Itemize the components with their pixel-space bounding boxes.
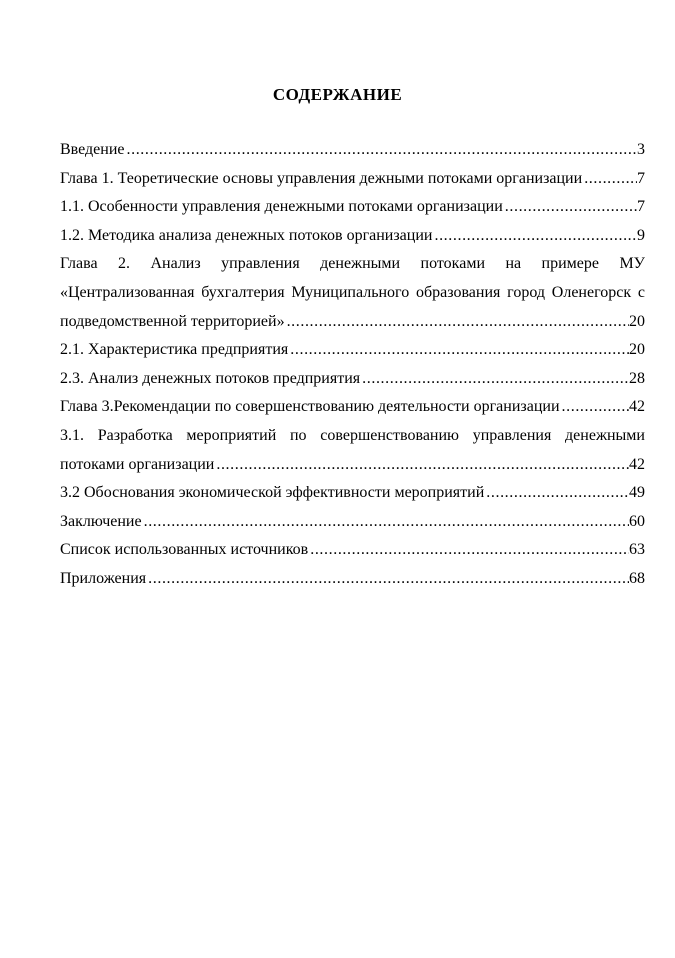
- dot-leader: [285, 308, 629, 337]
- dot-leader: [360, 365, 629, 394]
- toc-entry-text: Заключение: [60, 512, 142, 530]
- toc-entry-text: Глава 2. Анализ управления денежными потоками на примере МУ: [60, 255, 645, 273]
- dot-leader: [432, 222, 637, 251]
- toc-entry[interactable]: [60, 222, 645, 251]
- dot-leader: [214, 451, 629, 480]
- toc-entry[interactable]: [60, 136, 645, 165]
- toc-entry-text: подведомственной территорией»: [60, 312, 285, 330]
- toc-page-number: 7: [637, 169, 645, 187]
- toc-entry-text: «Централизованная бухгалтерия Муниципального образования город Оленегорск с: [60, 283, 645, 301]
- toc-entry-text: Глава 1. Теоретические основы управления дежными потоками организации: [60, 169, 583, 187]
- toc-entry[interactable]: [60, 536, 645, 565]
- toc-entry-text: 1.2. Методика анализа денежных потоков организации: [60, 226, 433, 244]
- toc-page-number: 28: [629, 369, 645, 387]
- dot-leader: [288, 336, 629, 365]
- toc-entry[interactable]: [60, 336, 645, 365]
- toc-entry-text: Введение: [60, 141, 125, 158]
- toc-entry-text: Глава 3.Рекомендации по совершенствованию деятельности организации: [60, 398, 560, 416]
- dot-leader: [125, 136, 638, 165]
- dot-leader: [142, 508, 629, 537]
- toc-page-number: 20: [629, 341, 645, 359]
- dot-leader: [560, 393, 629, 422]
- toc-entry-text: потоками организации: [60, 455, 215, 473]
- toc-entry-text: 1.1. Особенности управления денежными потоками организации: [60, 198, 503, 216]
- toc-page-number: 3: [637, 141, 645, 158]
- dot-leader: [582, 165, 637, 194]
- toc-entry[interactable]: [60, 193, 645, 222]
- toc-entry[interactable]: [60, 250, 645, 279]
- toc-entry[interactable]: [60, 565, 645, 594]
- dot-leader: [503, 193, 637, 222]
- toc-page-number: 60: [629, 512, 645, 530]
- toc-entry[interactable]: [60, 508, 645, 537]
- toc-entry[interactable]: [60, 479, 645, 508]
- toc-page-number: 7: [637, 198, 645, 216]
- toc-entry[interactable]: [60, 308, 645, 337]
- toc-page-number: 42: [629, 398, 645, 416]
- toc-entry[interactable]: [60, 422, 645, 451]
- toc-page-number: 49: [629, 484, 645, 502]
- toc-entry[interactable]: [60, 279, 645, 308]
- toc-entry-text: Приложения: [60, 569, 147, 587]
- toc-page-number: 20: [629, 312, 645, 330]
- toc-entry[interactable]: [60, 365, 645, 394]
- dot-leader: [308, 536, 629, 565]
- toc-entry-text: 2.1. Характеристика предприятия: [60, 341, 289, 359]
- toc-entry[interactable]: [60, 165, 645, 194]
- dot-leader: [146, 565, 629, 594]
- toc-entry[interactable]: [60, 393, 645, 422]
- toc-entry[interactable]: [60, 451, 645, 480]
- toc-entry-text: 2.3. Анализ денежных потоков предприятия: [60, 369, 361, 387]
- toc-page-number: 63: [629, 541, 645, 559]
- toc-entry-text: Список использованных источников: [60, 541, 309, 559]
- toc-page-number: 68: [629, 569, 645, 587]
- page-title: СОДЕРЖАНИЕ: [272, 85, 403, 104]
- toc-page-number: 42: [629, 455, 645, 473]
- table-of-contents: [60, 136, 645, 594]
- toc-entry-text: 3.1. Разработка мероприятий по совершенствованию управления денежными: [60, 426, 645, 444]
- toc-entry-text: 3.2 Обоснования экономической эффективности мероприятий: [60, 484, 485, 502]
- dot-leader: [484, 479, 629, 508]
- toc-page-number: 9: [637, 226, 645, 244]
